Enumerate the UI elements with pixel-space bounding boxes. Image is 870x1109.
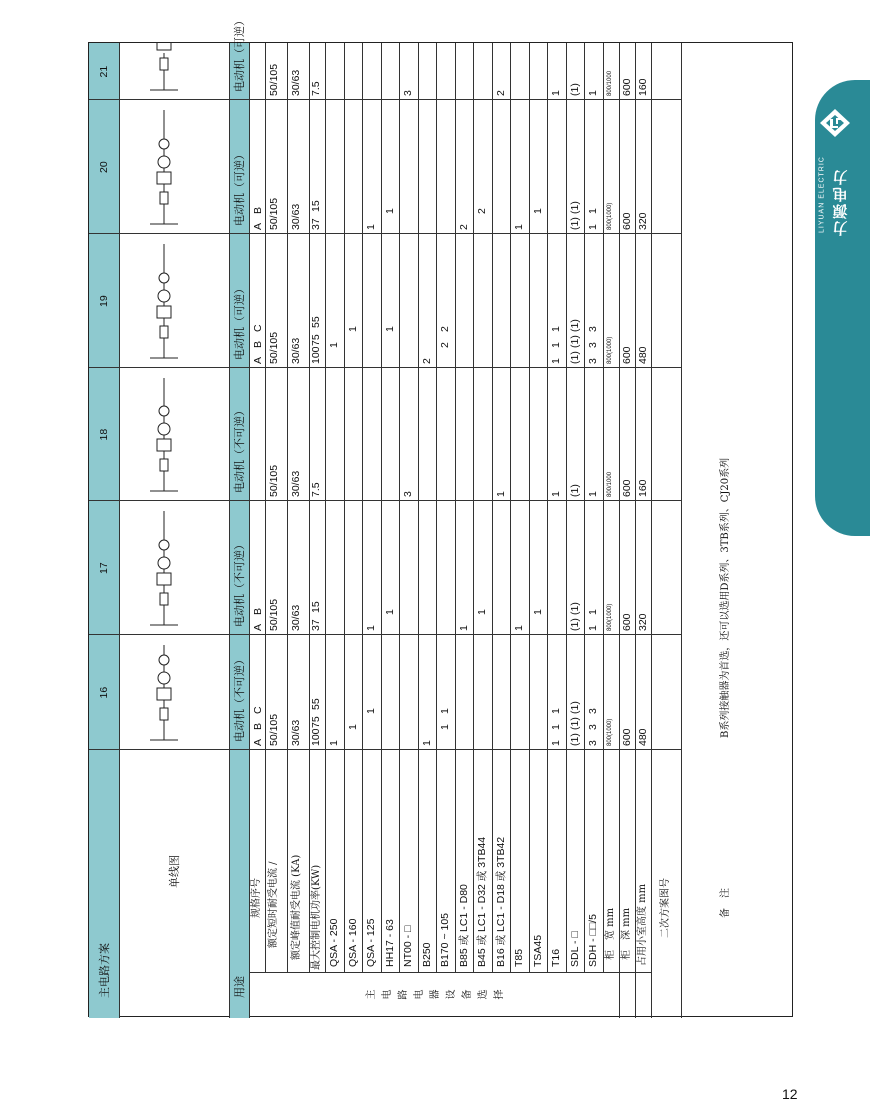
cabinet-depth-value: 600: [620, 613, 633, 631]
spec-letter: A: [252, 738, 264, 746]
equipment-item-label: T16: [550, 948, 562, 967]
equipment-count: (1): [568, 717, 581, 730]
column-number: 21: [98, 65, 110, 78]
rated-current-value: 50/105: [268, 598, 280, 631]
equipment-count: 1: [383, 208, 396, 214]
cabinet-depth-value: 600: [620, 78, 633, 96]
equipment-item-label: T85: [513, 948, 525, 967]
grid-line: [681, 43, 682, 1018]
equipment-count: 2: [494, 90, 507, 96]
equipment-count: (1): [568, 351, 581, 364]
scheme-table-frame: [88, 15, 793, 1017]
power-value: 37: [310, 218, 322, 230]
cabinet-width-value: 800(1000): [606, 336, 613, 364]
grid-line: [381, 43, 382, 973]
equipment-count: 1: [328, 342, 340, 348]
equipment-count: 1: [550, 358, 562, 364]
equipment-count: 1: [383, 609, 396, 615]
power-value: 15: [310, 601, 322, 613]
purpose-value: 电动机（可逆）: [233, 283, 246, 360]
grid-line: [635, 43, 636, 1018]
equipment-item-label: NT00 - □: [402, 925, 414, 967]
equipment-count: 1: [531, 208, 544, 214]
spec-letter: B: [252, 206, 264, 214]
cabinet-depth-value: 600: [620, 212, 633, 230]
grid-line: [249, 43, 250, 1018]
scheme-label: 主电路方案: [98, 943, 111, 998]
page-number: 12: [782, 1086, 798, 1102]
single-line-diagram-icon: [124, 234, 224, 368]
equipment-count: 1: [550, 724, 562, 730]
cabinet-width-value: 800(1000): [606, 718, 613, 746]
single-line-diagram-icon: [124, 368, 224, 501]
column-number: 20: [98, 161, 110, 173]
equipment-item-label: TSA45: [531, 934, 544, 967]
peak-current-value: 30/63: [290, 337, 302, 364]
peak-current-value: 30/63: [290, 470, 302, 497]
power-value: 100: [310, 728, 322, 746]
spec-letter: B: [252, 340, 264, 348]
grid-line: [492, 43, 493, 973]
grid-line: [265, 43, 266, 973]
grid-line: [603, 43, 604, 973]
purpose-value: 电动机（不可逆）: [233, 654, 246, 742]
power-value: 75: [310, 334, 322, 346]
equipment-count: (1): [568, 602, 581, 615]
drawer-height-value: 320: [636, 613, 649, 631]
equipment-count: (1): [568, 201, 581, 214]
grid-line: [473, 43, 474, 973]
equipment-item-label: B170 ~ 105: [439, 912, 451, 967]
equipment-count: 1: [587, 224, 599, 230]
equipment-item-label: HH17 - 63: [383, 919, 396, 967]
grid-line: [399, 43, 400, 973]
equipment-count: 2: [420, 358, 433, 364]
equipment-count: (1): [568, 319, 581, 332]
grid-line: [510, 43, 511, 973]
equipment-count: 3: [402, 491, 414, 497]
drawer-height-label: 占用小室高度 mm: [636, 883, 648, 966]
equipment-count: 1: [513, 224, 525, 230]
spec-label: 规格序号: [251, 878, 262, 918]
grid-line: [344, 43, 345, 973]
equipment-count: 1: [587, 90, 599, 96]
peak-current-value: 30/63: [290, 604, 302, 631]
equipment-count: 1: [457, 625, 470, 631]
equipment-item-label: SDH - □□/5: [587, 914, 599, 967]
peak-current-value: 30/63: [290, 203, 302, 230]
grid-line: [619, 43, 620, 1018]
drawer-height-value: 480: [636, 728, 649, 746]
equipment-count: 1: [346, 326, 359, 332]
grid-line: [309, 43, 310, 973]
equipment-count: 3: [587, 740, 599, 746]
equipment-count: (1): [568, 618, 581, 631]
equipment-item-label: QSA - 250: [328, 918, 340, 967]
power-value: 55: [310, 316, 322, 328]
column-number: 19: [98, 295, 110, 307]
spec-letter: A: [252, 356, 264, 364]
equipment-count: 2: [457, 224, 470, 230]
rated-current-value: 50/105: [268, 464, 280, 497]
cabinet-width-label: 柜 宽 mm: [604, 907, 616, 960]
purpose-value: 电动机（不可逆）: [233, 539, 246, 627]
grid-line: [455, 43, 456, 973]
single-line-diagram-icon: [124, 501, 224, 635]
rated-current-value: 50/105: [268, 713, 280, 746]
brand-logo-icon: [818, 108, 852, 138]
equipment-count: 1: [365, 224, 377, 230]
spec-letter: B: [252, 722, 264, 730]
equipment-count: 1: [383, 326, 396, 332]
brand-tab: [815, 80, 870, 536]
rated-current-label-1: 额定短时耐受电流 /: [268, 861, 279, 948]
equipment-count: 1: [346, 724, 359, 730]
equipment-count: 3: [587, 326, 599, 332]
grid-line: [566, 43, 567, 973]
equipment-count: 1: [365, 625, 377, 631]
grid-line: [325, 750, 326, 973]
grid-line: [547, 43, 548, 973]
equipment-count: 1: [476, 609, 488, 615]
cabinet-width-value: 800(1000): [606, 202, 613, 230]
equipment-count: 1: [439, 708, 451, 714]
peak-current-value: 30/63: [290, 69, 302, 96]
equipment-count: 1: [550, 708, 562, 714]
spec-letter: C: [252, 324, 264, 332]
rated-current-value: 50/105: [268, 197, 280, 230]
equipment-count: 3: [587, 358, 599, 364]
note-label: 备 注: [719, 888, 731, 918]
equipment-count: 1: [587, 625, 599, 631]
single-line-diagram-icon: [124, 635, 224, 750]
equipment-side-label: 主电路电器设备选择: [365, 991, 509, 1002]
equipment-count: 3: [587, 708, 599, 714]
equipment-count: 1: [587, 491, 599, 497]
equipment-item-label: SDL - □: [568, 931, 581, 967]
power-value: 55: [310, 698, 322, 710]
power-value: 75: [310, 716, 322, 728]
grid-line: [584, 43, 585, 973]
equipment-count: 3: [587, 342, 599, 348]
max-power-label: 最大控制电机功率(KW): [311, 864, 322, 970]
equipment-count: 1: [587, 609, 599, 615]
equipment-count: 1: [550, 326, 562, 332]
cabinet-depth-value: 600: [620, 346, 633, 364]
purpose-value: 电动机（可逆）: [233, 15, 246, 92]
equipment-count: 2: [439, 326, 451, 332]
equipment-count: 2: [476, 208, 488, 214]
equipment-count: (1): [568, 335, 581, 348]
power-value: 7.5: [310, 81, 322, 96]
power-value: 7.5: [310, 482, 322, 497]
equipment-count: 1: [531, 609, 544, 615]
drawer-height-value: 320: [636, 212, 649, 230]
equipment-count: (1): [568, 484, 581, 497]
grid-line: [119, 43, 120, 1018]
equipment-count: 1: [365, 708, 377, 714]
grid-line: [287, 43, 288, 973]
cabinet-width-value: 800/1000: [606, 471, 613, 497]
spec-letter: C: [252, 706, 264, 714]
equipment-count: 1: [550, 90, 562, 96]
grid-line: [651, 43, 652, 1018]
column-number: 17: [98, 562, 110, 574]
column-number: 16: [98, 686, 110, 699]
single-line-diagram-icon: [124, 43, 224, 100]
diagram-label: 单线图: [168, 855, 181, 888]
equipment-count: 2: [439, 342, 451, 348]
equipment-item-label: B45 或 LC1 - D32 或 3TB44: [476, 836, 488, 967]
equipment-item-label: B85 或 LC1 - D80: [457, 884, 470, 967]
power-value: 100: [310, 346, 322, 364]
purpose-value: 电动机（可逆）: [233, 149, 246, 226]
drawer-height-value: 480: [636, 346, 649, 364]
equipment-count: (1): [568, 83, 581, 96]
power-value: 15: [310, 200, 322, 212]
rated-current-value: 50/105: [268, 63, 280, 96]
grid-line: [362, 43, 363, 973]
brand-name-en: LIYUAN ELECTRIC: [818, 156, 826, 234]
grid-line: [529, 43, 530, 973]
spec-letter: B: [252, 607, 264, 615]
equipment-count: 1: [550, 342, 562, 348]
equipment-count: 1: [439, 724, 451, 730]
rated-current-value: 50/105: [268, 331, 280, 364]
purpose-value: 电动机（不可逆）: [233, 405, 246, 493]
scheme-table: [89, 15, 794, 1018]
cabinet-depth-value: 600: [620, 728, 633, 746]
grid-line: [229, 43, 230, 1018]
equipment-count: 1: [587, 208, 599, 214]
cabinet-width-value: 800/1000: [606, 70, 613, 96]
single-line-diagram-icon: [124, 100, 224, 234]
cabinet-width-value: 800(1000): [606, 603, 613, 631]
spec-letter: A: [252, 222, 264, 230]
equipment-count: 1: [494, 491, 507, 497]
column-number: 18: [98, 428, 110, 441]
equipment-count: 3: [587, 724, 599, 730]
cabinet-depth-label: 柜 深 mm: [620, 907, 632, 960]
equipment-count: 1: [328, 740, 340, 746]
equipment-count: 1: [550, 740, 562, 746]
grid-line: [418, 43, 419, 973]
drawer-height-value: 160: [636, 78, 649, 96]
equipment-item-label: B250: [420, 942, 433, 967]
equipment-count: (1): [568, 733, 581, 746]
equipment-item-label: QSA - 160: [346, 918, 359, 967]
cabinet-depth-value: 600: [620, 479, 633, 497]
grid-line: [436, 43, 437, 973]
rated-current-label-2: 额定峰值耐受电流 (KA): [291, 854, 302, 960]
equipment-count: 3: [402, 90, 414, 96]
drawer-height-value: 160: [636, 479, 649, 497]
equipment-count: (1): [568, 217, 581, 230]
equipment-count: (1): [568, 701, 581, 714]
peak-current-value: 30/63: [290, 719, 302, 746]
spec-letter: A: [252, 623, 264, 631]
equipment-count: 1: [420, 740, 433, 746]
equipment-item-label: B16 或 LC1 - D18 或 3TB42: [494, 836, 507, 967]
equipment-count: 1: [550, 491, 562, 497]
footnote: B系列接触器为首选，还可以选用D系列、3TB系列、CJ20系列: [719, 457, 731, 738]
header-band: [89, 43, 119, 1018]
secondary-scheme-label: 二次方案图号: [659, 878, 671, 938]
grid-line: [249, 972, 651, 973]
equipment-item-label: QSA - 125: [365, 918, 377, 967]
power-value: 37: [310, 619, 322, 631]
equipment-count: 1: [513, 625, 525, 631]
brand-name-cn: 力源电力: [831, 168, 850, 236]
purpose-label: 用途: [233, 976, 246, 998]
